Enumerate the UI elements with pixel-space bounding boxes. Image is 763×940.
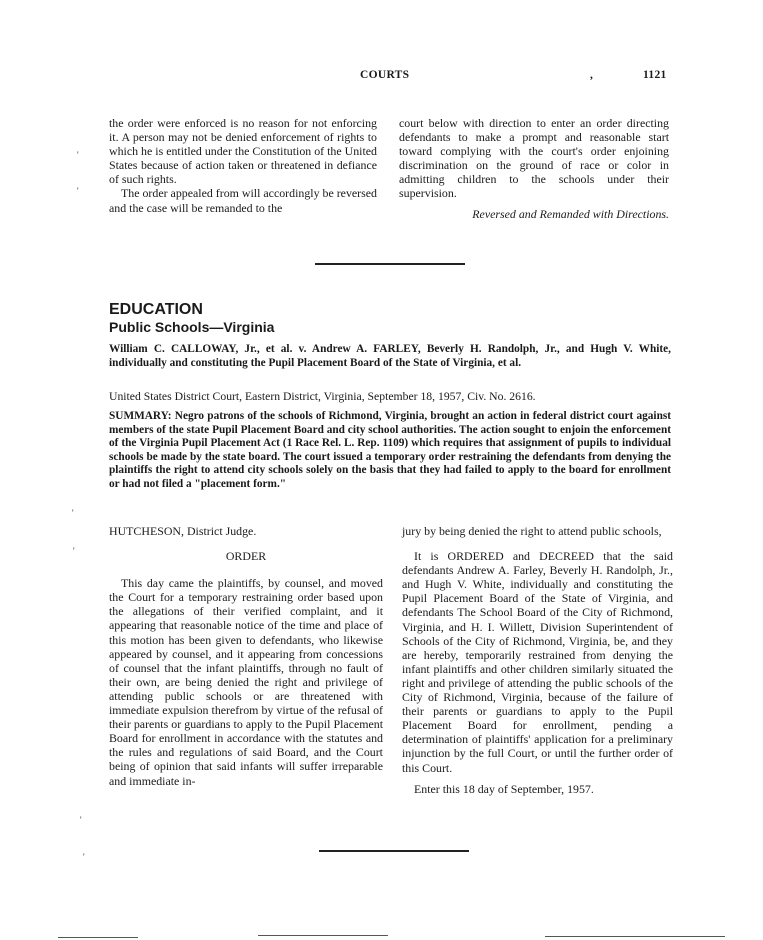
margin-speck: ' bbox=[72, 508, 74, 518]
order-left-column bbox=[109, 524, 383, 788]
summary bbox=[109, 410, 671, 492]
top-left-paragraph-1: the order were enforced is no reason for not enforcing it. A person may not be denied enforcement of rights to which he is entitled under the Constitution of the United States because of action taken or threatened in defiance of such rights. bbox=[109, 116, 377, 187]
disposition: Reversed and Remanded with Directions. bbox=[472, 206, 669, 221]
summary-text: Negro patrons of the schools of Richmond, Virginia, brought an action in federal district court against members of the state Pupil Placement Board and city school authorities. The action sought to enjoin the enforcement of the Virginia Pupil Placement Act (1 Race Rel. L. Rep. 1109) which requires that assignment of pupils to individual schools be made by the state board. The court issued a temporary order restraining the defendants from denying the plaintiffs the right to attend city schools solely on the basis that they had failed to apply to the board for enrollment or had not filed a "placement form." bbox=[109, 410, 672, 490]
order-entry: Enter this 18 day of September, 1957. bbox=[414, 781, 594, 796]
top-left-column bbox=[109, 116, 377, 215]
header-mark: , bbox=[590, 69, 594, 81]
scan-edge-line bbox=[258, 935, 388, 936]
scan-edge-line bbox=[58, 937, 138, 938]
margin-speck: ' bbox=[73, 546, 75, 556]
case-caption: William C. CALLOWAY, Jr., et al. v. Andrew A. FARLEY, Beverly H. Randolph, Jr., and Hugh V. White, individually and constituting the Pupil Placement Board of the State of Virginia, et al. bbox=[109, 343, 671, 369]
summary-label: SUMMARY: bbox=[109, 410, 172, 422]
order-decree: It is ORDERED and DECREED that the said defendants Andrew A. Farley, Beverly H. Randolph, Jr., and Hugh V. White, individually and constituting the Pupil Placement Board of the State of Virginia, and defendants The School Board of the City of Richmond, Virginia, and H. I. Willett, Division Superintendent of Schools of the City of Richmond, Virginia, be, and they are hereby, temporarily restrained from denying the infant plaintiffs and other children similarly situated the right and privilege of attending the public schools of the City of Richmond, Virginia, because of the failure of their parents or guardians to apply to the Pupil Placement Board for enrollment, pending a determination of plaintiffs' application for a preliminary injunction by the full Court, or until the further order of this Court. bbox=[402, 549, 673, 775]
margin-speck: ' bbox=[77, 150, 79, 160]
order-left-text: This day came the plaintiffs, by counsel, and moved the Court for a temporary restraining order based upon the allegations of their verified complaint, and it appearing that reasonable notice of the time and place of this motion has been given to defendants, who likewise appeared by counsel, and it appearing from concessions of counsel that the infant plaintiffs, through no fault of their own, are being denied the right and privilege of attending public schools or are threatened with immediate expulsion therefrom by virtue of the refusal of their parents or guardians to apply to the Pupil Placement Board for enrollment in accordance with the statutes and the rules and regulations of said Board, and the Court being of opinion that said infants will suffer irreparable and immediate in- bbox=[109, 576, 383, 788]
page-number: 1121 bbox=[643, 69, 667, 81]
top-left-paragraph-2: The order appealed from will accordingly be reversed and the case will be remanded to the bbox=[109, 186, 377, 215]
top-right-column bbox=[399, 116, 669, 221]
order-right-continuation: jury by being denied the right to attend public schools, bbox=[402, 524, 662, 538]
margin-speck: ' bbox=[80, 815, 82, 825]
court-line: United States District Court, Eastern District, Virginia, September 18, 1957, Civ. No. 2616. bbox=[109, 390, 536, 403]
margin-speck: ' bbox=[77, 186, 79, 196]
margin-speck: ' bbox=[83, 852, 85, 862]
order-right-column bbox=[402, 524, 673, 796]
scan-edge-line bbox=[545, 936, 725, 937]
running-title: COURTS bbox=[360, 69, 410, 81]
end-divider bbox=[319, 850, 469, 852]
order-heading: ORDER bbox=[225, 549, 267, 564]
topic-heading: EDUCATION bbox=[109, 301, 203, 318]
judge-line: HUTCHESON, District Judge. bbox=[109, 524, 257, 538]
subtopic-heading: Public Schools—Virginia bbox=[109, 319, 275, 335]
section-divider bbox=[315, 263, 465, 265]
top-right-paragraph: court below with direction to enter an order directing defendants to make a prompt and reasonable start toward complying with the court's order enjoining discrimination on the ground of race or color in admitting children to the schools under their supervision. bbox=[399, 116, 669, 201]
